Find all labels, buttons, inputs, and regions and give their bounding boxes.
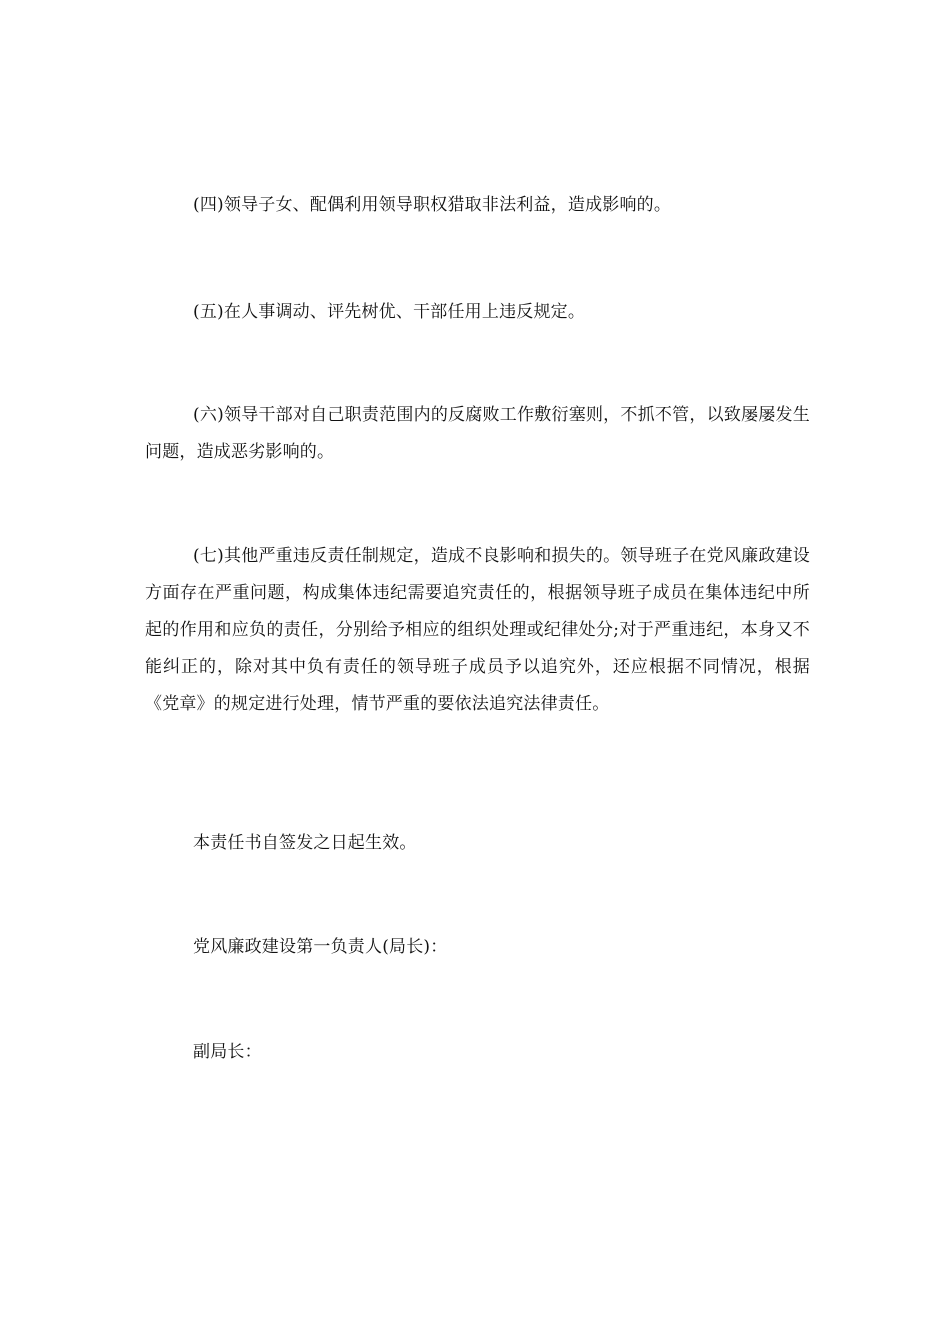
paragraph-item-4: (四)领导子女、配偶利用领导职权猎取非法利益，造成影响的。 bbox=[193, 195, 672, 215]
signature-deputy-director: 副局长： bbox=[193, 1042, 262, 1062]
signature-first-responsible: 党风廉政建设第一负责人(局长)： bbox=[193, 937, 448, 957]
paragraph-item-5: (五)在人事调动、评先树优、干部任用上违反规定。 bbox=[193, 302, 586, 322]
paragraph-item-7: (七)其他严重违反责任制规定，造成不良影响和损失的。领导班子在党风廉政建设方面存在严重问题，构成集体违纪需要追究责任的，根据领导班子成员在集体违纪中所起的作用和应负的责任，分别给予相应的组织处理或纪律处分;对于严重违纪，本身又不能纠正的，除对其中负有责任的领导班子成员予以追究外，还应根据不同情况，根据《党章》的规定进行处理，情节严重的要依法追究法律责任。 bbox=[145, 546, 810, 714]
effective-statement: 本责任书自签发之日起生效。 bbox=[193, 833, 417, 853]
paragraph-item-6: (六)领导干部对自己职责范围内的反腐败工作敷衍塞则，不抓不管，以致屡屡发生问题，造成恶劣影响的。 bbox=[145, 405, 810, 462]
